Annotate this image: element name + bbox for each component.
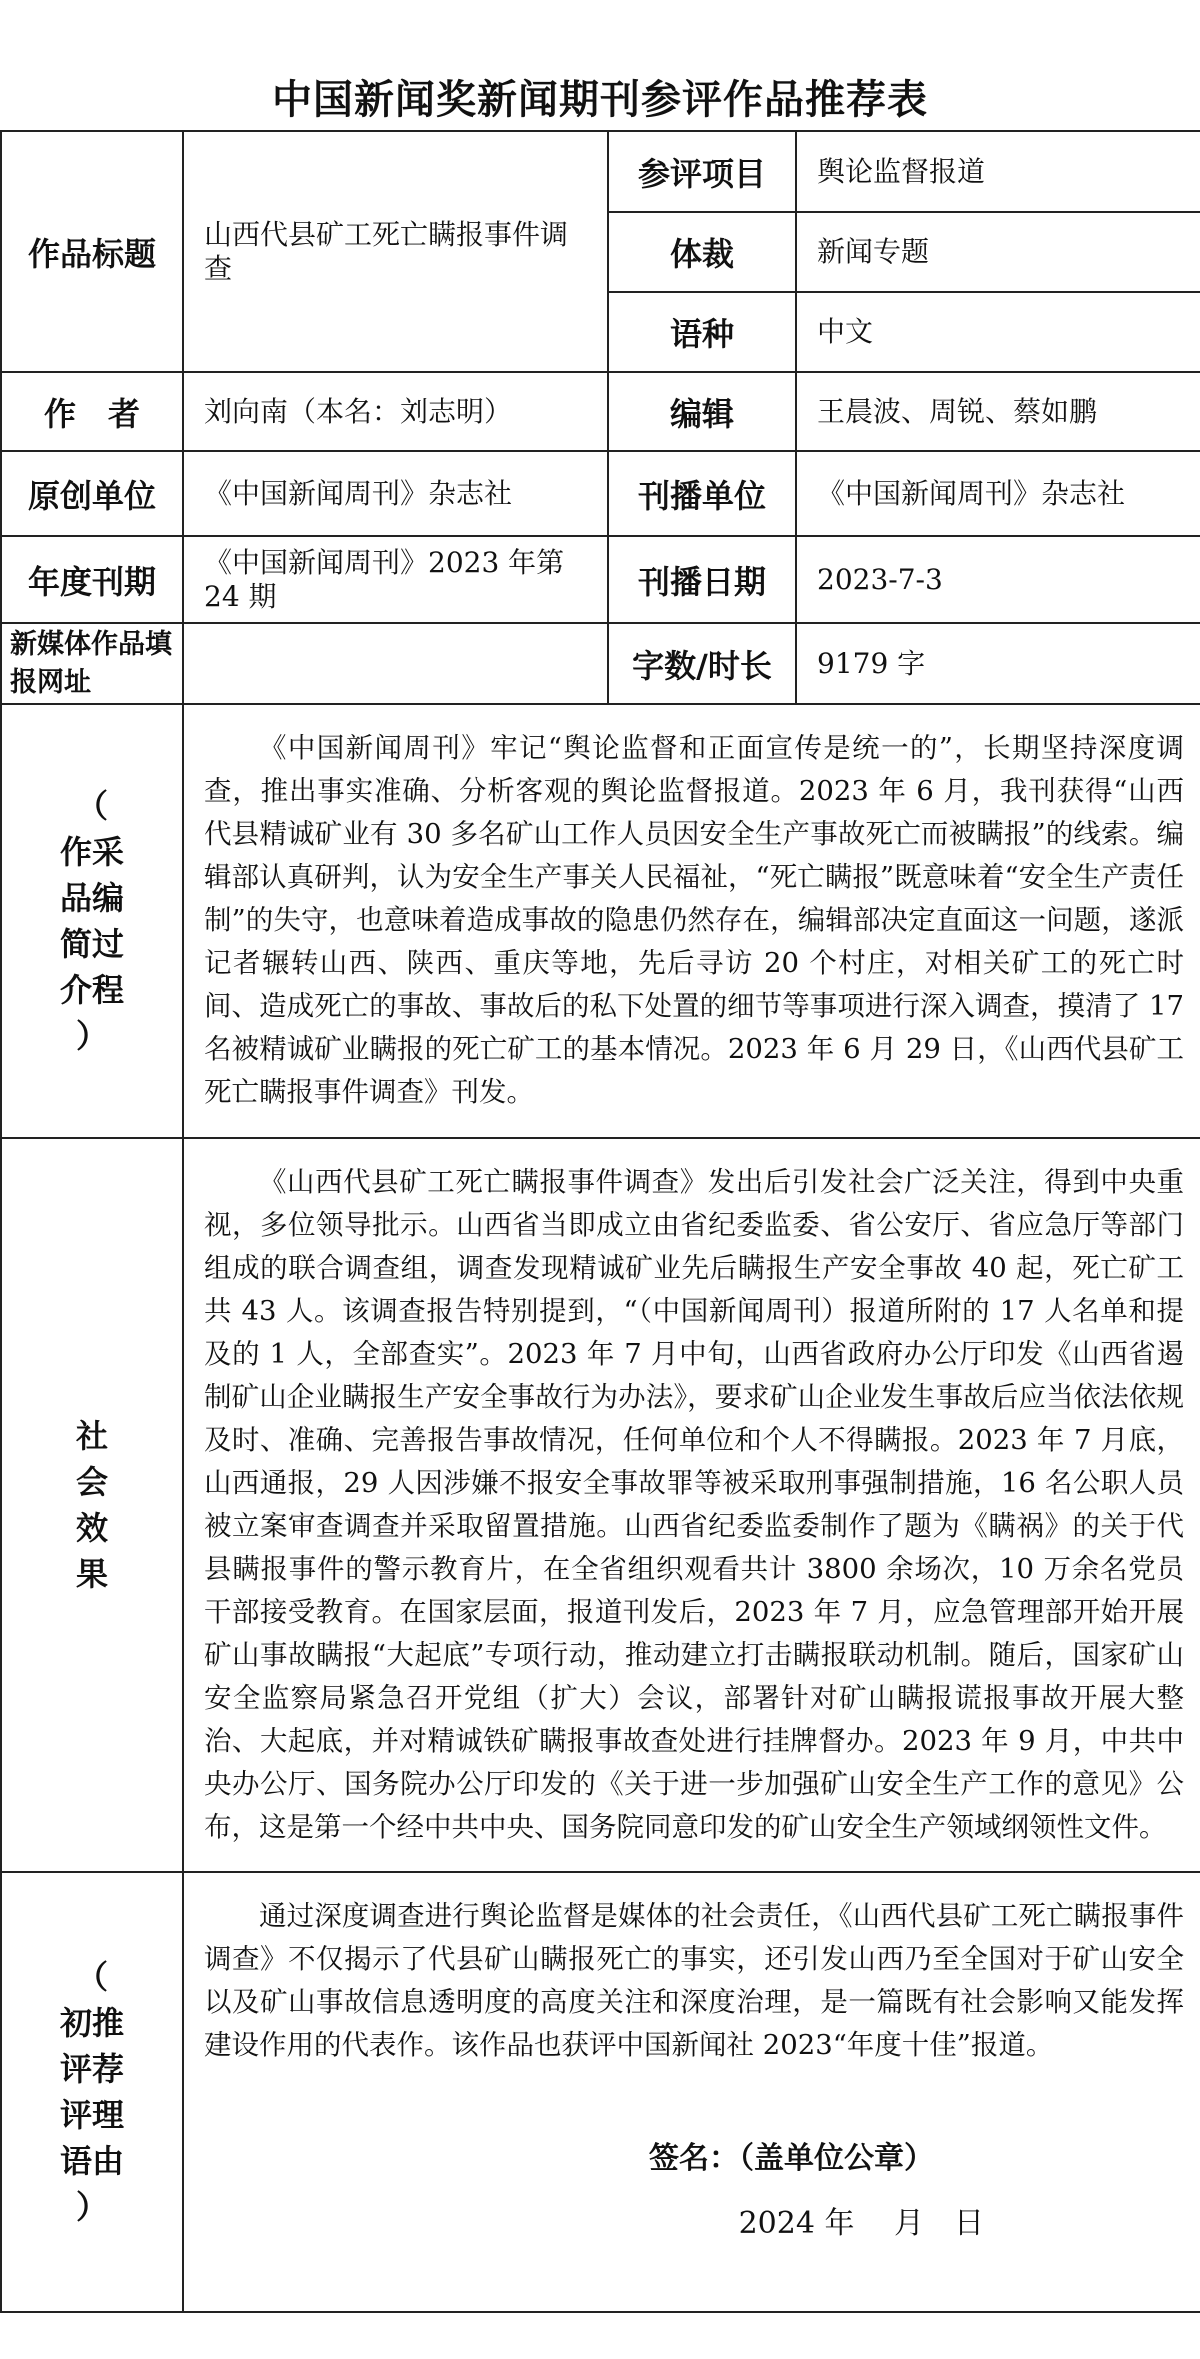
genre-label: 体裁 [608, 212, 796, 292]
new-media-url-label: 新媒体作品填报网址 [1, 623, 183, 704]
signature-line: 签名：（盖单位公章） [649, 2141, 934, 2176]
reason-text [183, 1872, 1200, 2312]
publish-unit-value: 《中国新闻周刊》杂志社 [796, 451, 1200, 536]
row-category [1, 131, 1200, 212]
publish-date-label: 刊播日期 [608, 536, 796, 623]
author-value: 刘向南（本名：刘志明） [183, 372, 608, 451]
reason-label [1, 1872, 183, 2312]
language-label: 语种 [608, 292, 796, 372]
effect-label-line: 效 [75, 1509, 108, 1547]
origin-unit-label: 原创单位 [1, 451, 183, 536]
category-value: 舆论监督报道 [796, 131, 1200, 212]
process-label-line: 作采 [59, 833, 124, 871]
new-media-url-value [183, 623, 608, 704]
recommendation-form-table [0, 130, 1200, 2313]
issue-value: 《中国新闻周刊》2023 年第24 期 [183, 536, 608, 623]
process-label-line: ） [75, 1017, 108, 1055]
row-reason [1, 1872, 1200, 2312]
process-label-line: （ [75, 787, 108, 825]
issue-label: 年度刊期 [1, 536, 183, 623]
effect-label [1, 1138, 183, 1872]
process-paragraph: 《中国新闻周刊》牢记“舆论监督和正面宣传是统一的”，长期坚持深度调查，推出事实准确、分析客观的舆论监督报道。2023 年 6 月，我刊获得“山西代县精诚矿业有 30 多名矿山工作人员因安全生产事故死亡而被瞒报”的线索。编辑部认真研判，认为安全生产事关人民福祉，“死亡瞒报”既意味着“安全生产责任制”的失守，也意味着造成事故的隐患仍然存在，编辑部决定直面这一问题，遂派记者辗转山西、陕西、重庆等地，先后寻访 20 个村庄，对相关矿工的死亡时间、造成死亡的事故、事故后的私下处置的细节等事项进行深入调查，摸清了 17 名被精诚矿业瞒报的死亡矿工的基本情况。2023 年 6 月 29 日，《山西代县矿工死亡瞒报事件调查》刊发。 [204, 732, 1184, 1108]
reason-label-line: 评理 [59, 2096, 124, 2134]
publish-date-value: 2023-7-3 [796, 536, 1200, 623]
page-title: 中国新闻奖新闻期刊参评作品推荐表 [272, 76, 928, 123]
author-label: 作 者 [1, 372, 183, 451]
editor-label: 编辑 [608, 372, 796, 451]
reason-label-line: 初推 [59, 2004, 124, 2042]
process-label [1, 704, 183, 1138]
publish-unit-label: 刊播单位 [608, 451, 796, 536]
reason-label-line: 评荐 [59, 2050, 124, 2088]
origin-unit-value: 《中国新闻周刊》杂志社 [183, 451, 608, 536]
reason-paragraph: 通过深度调查进行舆论监督是媒体的社会责任，《山西代县矿工死亡瞒报事件调查》不仅揭示了代县矿山瞒报死亡的事实，还引发山西乃至全国对于矿山安全以及矿山事故信息透明度的高度关注和深度治理，是一篇既有社会影响又能发挥建设作用的代表作。该作品也获评中国新闻社 2023“年度十佳”报道。 [204, 1900, 1184, 2061]
effect-label-line: 果 [75, 1555, 108, 1593]
process-text [183, 704, 1200, 1138]
reason-label-line: 语由 [59, 2142, 124, 2180]
process-label-line: 介程 [59, 971, 124, 1009]
reason-label-line: ） [75, 2188, 108, 2226]
genre-value: 新闻专题 [796, 212, 1200, 292]
reason-label-line: （ [75, 1958, 108, 1996]
process-label-line: 品编 [59, 879, 124, 917]
work-title-value: 山西代县矿工死亡瞒报事件调查 [183, 131, 608, 372]
language-value: 中文 [796, 292, 1200, 372]
work-title-label: 作品标题 [1, 131, 183, 372]
effect-label-line: 会 [75, 1463, 108, 1501]
row-new-media [1, 623, 1200, 704]
process-label-line: 简过 [59, 925, 124, 963]
row-effect [1, 1138, 1200, 1872]
date-line: 2024 年 月 日 [738, 2206, 984, 2241]
category-label: 参评项目 [608, 131, 796, 212]
word-count-label: 字数/时长 [608, 623, 796, 704]
row-unit [1, 451, 1200, 536]
row-author [1, 372, 1200, 451]
word-count-value: 9179 字 [796, 623, 1200, 704]
effect-text [183, 1138, 1200, 1872]
row-process [1, 704, 1200, 1138]
row-issue [1, 536, 1200, 623]
effect-paragraph: 《山西代县矿工死亡瞒报事件调查》发出后引发社会广泛关注，得到中央重视，多位领导批示。山西省当即成立由省纪委监委、省公安厅、省应急厅等部门组成的联合调查组，调查发现精诚矿业先后瞒报生产安全事故 40 起，死亡矿工共 43 人。该调查报告特别提到，“（中国新闻周刊）报道所附的 17 人名单和提及的 1 人，全部查实”。2023 年 7 月中旬，山西省政府办公厅印发《山西省遏制矿山企业瞒报生产安全事故行为办法》，要求矿山企业发生事故后应当依法依规及时、准确、完善报告事故情况，任何单位和个人不得瞒报。2023 年 7 月底，山西通报，29 人因涉嫌不报安全事故罪等被采取刑事强制措施，16 名公职人员被立案审查调查并采取留置措施。山西省纪委监委制作了题为《瞒祸》的关于代县瞒报事件的警示教育片，在全省组织观看共计 3800 余场次，10 万余名党员干部接受教育。在国家层面，报道刊发后，2023 年 7 月，应急管理部开始开展矿山事故瞒报“大起底”专项行动，推动建立打击瞒报联动机制。随后，国家矿山安全监察局紧急召开党组（扩大）会议，部署针对矿山瞒报谎报事故开展大整治、大起底，并对精诚铁矿瞒报事故查处进行挂牌督办。2023 年 9 月，中共中央办公厅、国务院办公厅印发的《关于进一步加强矿山安全生产工作的意见》公布，这是第一个经中共中央、国务院同意印发的矿山安全生产领域纲领性文件。 [204, 1166, 1185, 1843]
editor-value: 王晨波、周锐、蔡如鹏 [796, 372, 1200, 451]
effect-label-line: 社 [75, 1417, 108, 1455]
